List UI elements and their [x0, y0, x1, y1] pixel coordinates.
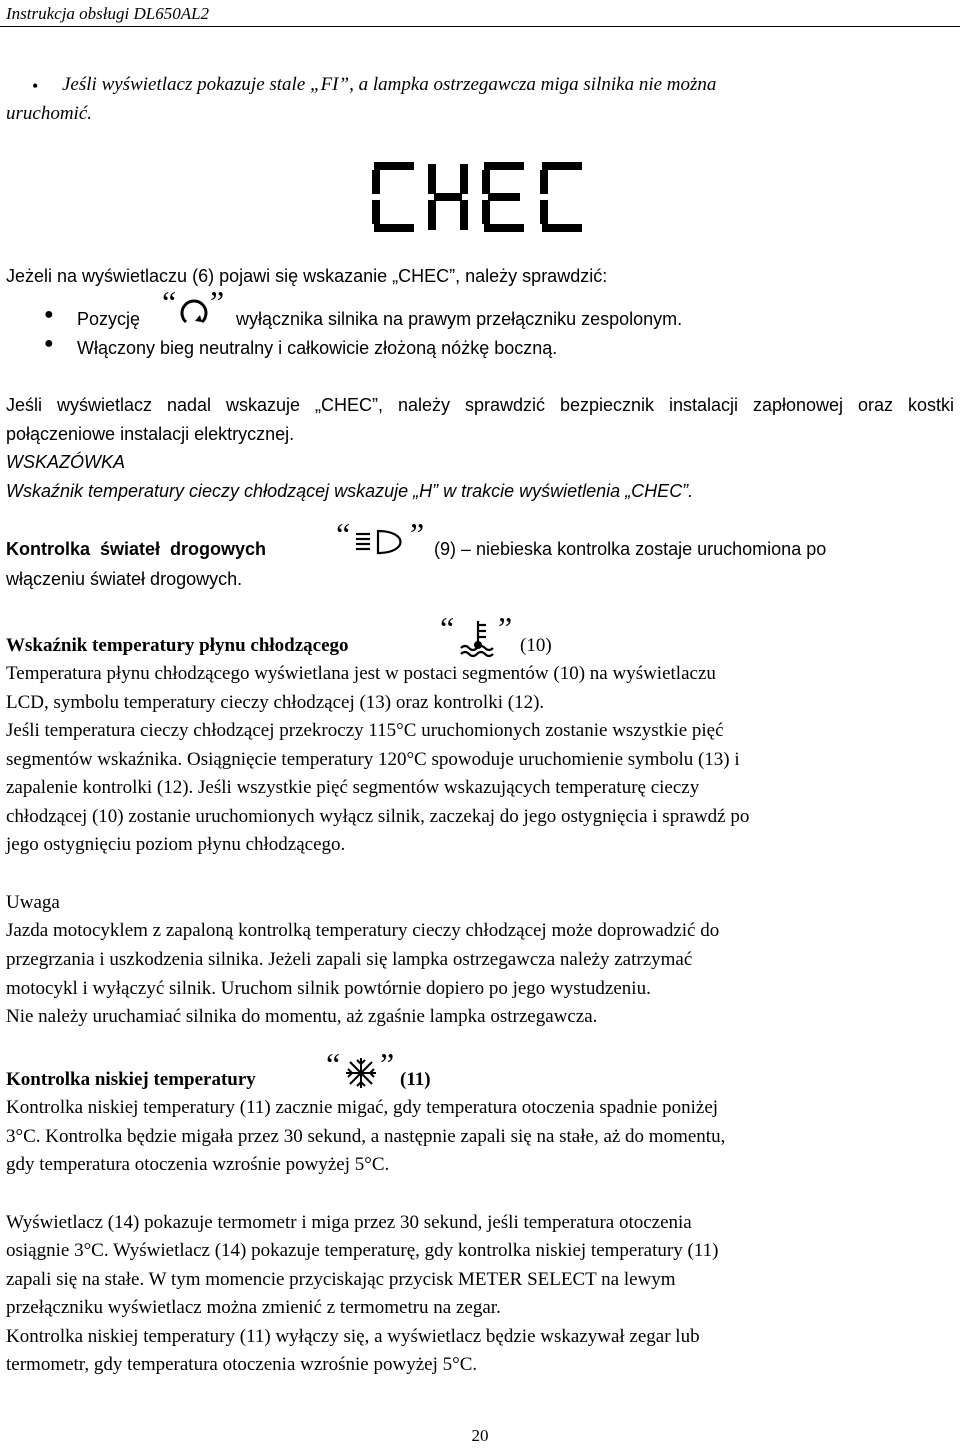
bullet1-prefix: Pozycję — [77, 309, 141, 329]
warning-line: motocykl i wyłączyć silnik. Uruchom silnik powtórnie dopiero po jego wystudzeniu. — [6, 978, 651, 999]
low-temp-title: Kontrolka niskiej temperatury — [6, 1069, 256, 1090]
display-line: Wyświetlacz (14) pokazuje termometr i miga przez 30 sekund, jeśli temperatura otoczenia — [6, 1212, 692, 1233]
coolant-line: jego ostygnięciu poziom płynu chłodzącego. — [6, 834, 346, 855]
fi-note-line2: uruchomić. — [6, 103, 93, 124]
display-line: Kontrolka niskiej temperatury (11) wyłączy się, a wyświetlacz będzie wskazywał zegar lub — [6, 1326, 700, 1347]
open-quote: “ — [336, 516, 351, 552]
coolant-line: segmentów wskaźnika. Osiągnięcie temperatury 120°C spowoduje uruchomienie symbolu (13) i — [6, 749, 740, 770]
low-temp-line: Kontrolka niskiej temperatury (11) zacznie migać, gdy temperatura otoczenia spadnie poniżej — [6, 1097, 719, 1118]
page-header-title: Instrukcja obsługi DL650AL2 — [6, 4, 210, 23]
coolant-temperature-icon — [458, 618, 498, 658]
chec-para1: Jeśli wyświetlacz nadal wskazuje „CHEC”, należy sprawdzić bezpiecznik instalacji zapłonowej oraz kostki połączeniowe instalacji elektrycznej. — [6, 395, 954, 444]
hint-title: WSKAZÓWKA — [6, 452, 126, 472]
coolant-line: LCD, symbolu temperatury cieczy chłodzącej (13) oraz kontrolki (12). — [6, 692, 545, 713]
low-temp-ref: (11) — [400, 1069, 431, 1090]
bullet-dot: ● — [44, 306, 54, 323]
open-quote: “ — [326, 1046, 341, 1082]
display-line: przełączniku wyświetlacz można zmienić z termometru na zegar. — [6, 1297, 501, 1318]
header-divider — [0, 26, 960, 27]
high-beam-icon — [354, 528, 410, 556]
low-temp-line: gdy temperatura otoczenia wzrośnie powyżej 5°C. — [6, 1154, 390, 1175]
high-beam-text: (9) – niebieska kontrolka zostaje uruchomiona po — [434, 539, 827, 559]
open-quote: “ — [162, 284, 177, 320]
close-quote: ” — [380, 1046, 395, 1082]
warning-line: Jazda motocyklem z zapaloną kontrolką temperatury cieczy chłodzącej może doprowadzić do — [6, 920, 720, 941]
close-quote: ” — [498, 610, 513, 646]
lcd-chec-display — [370, 160, 592, 234]
coolant-line: zapalenie kontrolki (12). Jeśli wszystkie pięć segmentów wskazujących temperaturę cieczy — [6, 777, 700, 798]
bullet1-text: wyłącznika silnika na prawym przełączniku zespolonym. — [236, 309, 683, 329]
coolant-line: Temperatura płynu chłodzącego wyświetlana jest w postaci segmentów (10) na wyświetlaczu — [6, 663, 716, 684]
bullet-dot: • — [32, 76, 39, 96]
display-line: zapali się na stałe. W tym momencie przyciskając przycisk METER SELECT na lewym — [6, 1269, 676, 1290]
coolant-line: chłodzącej (10) zostanie uruchomionych wyłącz silnik, zaczekaj do jego ostygnięcia i sprawdź po — [6, 806, 750, 827]
close-quote: ” — [410, 516, 425, 552]
bullet2-text: Włączony bieg neutralny i całkowicie złożoną nóżkę boczną. — [77, 338, 558, 358]
warning-line: Nie należy uruchamiać silnika do momentu, aż zgaśnie lampka ostrzegawcza. — [6, 1006, 598, 1027]
high-beam-title: Kontrolka świateł drogowych — [6, 539, 267, 559]
snowflake-icon — [344, 1056, 378, 1090]
bullet-dot: ● — [44, 335, 54, 352]
low-temp-line: 3°C. Kontrolka będzie migała przez 30 sekund, a następnie zapali się na stałe, aż do momentu, — [6, 1126, 726, 1147]
open-quote: “ — [440, 610, 455, 646]
page-number: 20 — [471, 1426, 489, 1445]
warning-title: Uwaga — [6, 892, 60, 913]
hint-text: Wskaźnik temperatury cieczy chłodzącej wskazuje „H” w trakcie wyświetlenia „CHEC”. — [6, 481, 694, 501]
warning-line: przegrzania i uszkodzenia silnika. Jeżeli zapali się lampka ostrzegawcza należy zatrzymać — [6, 949, 693, 970]
coolant-title: Wskaźnik temperatury płynu chłodzącego — [6, 635, 349, 656]
high-beam-line2: włączeniu świateł drogowych. — [6, 569, 243, 589]
chec-intro: Jeżeli na wyświetlaczu (6) pojawi się wskazanie „CHEC”, należy sprawdzić: — [6, 266, 608, 286]
coolant-ref: (10) — [520, 635, 552, 656]
close-quote: ” — [210, 284, 225, 320]
fi-note-line1: Jeśli wyświetlacz pokazuje stale „FI”, a lampka ostrzegawcza miga silnika nie można — [62, 74, 717, 95]
display-line: termometr, gdy temperatura otoczenia wzrośnie powyżej 5°C. — [6, 1354, 478, 1375]
coolant-line: Jeśli temperatura cieczy chłodzącej przekroczy 115°C uruchomionych zostanie wszystkie pięć — [6, 720, 724, 741]
engine-run-switch-icon — [176, 292, 212, 328]
display-line: osiągnie 3°C. Wyświetlacz (14) pokazuje temperaturę, gdy kontrolka niskiej temperatury (11) — [6, 1240, 719, 1261]
